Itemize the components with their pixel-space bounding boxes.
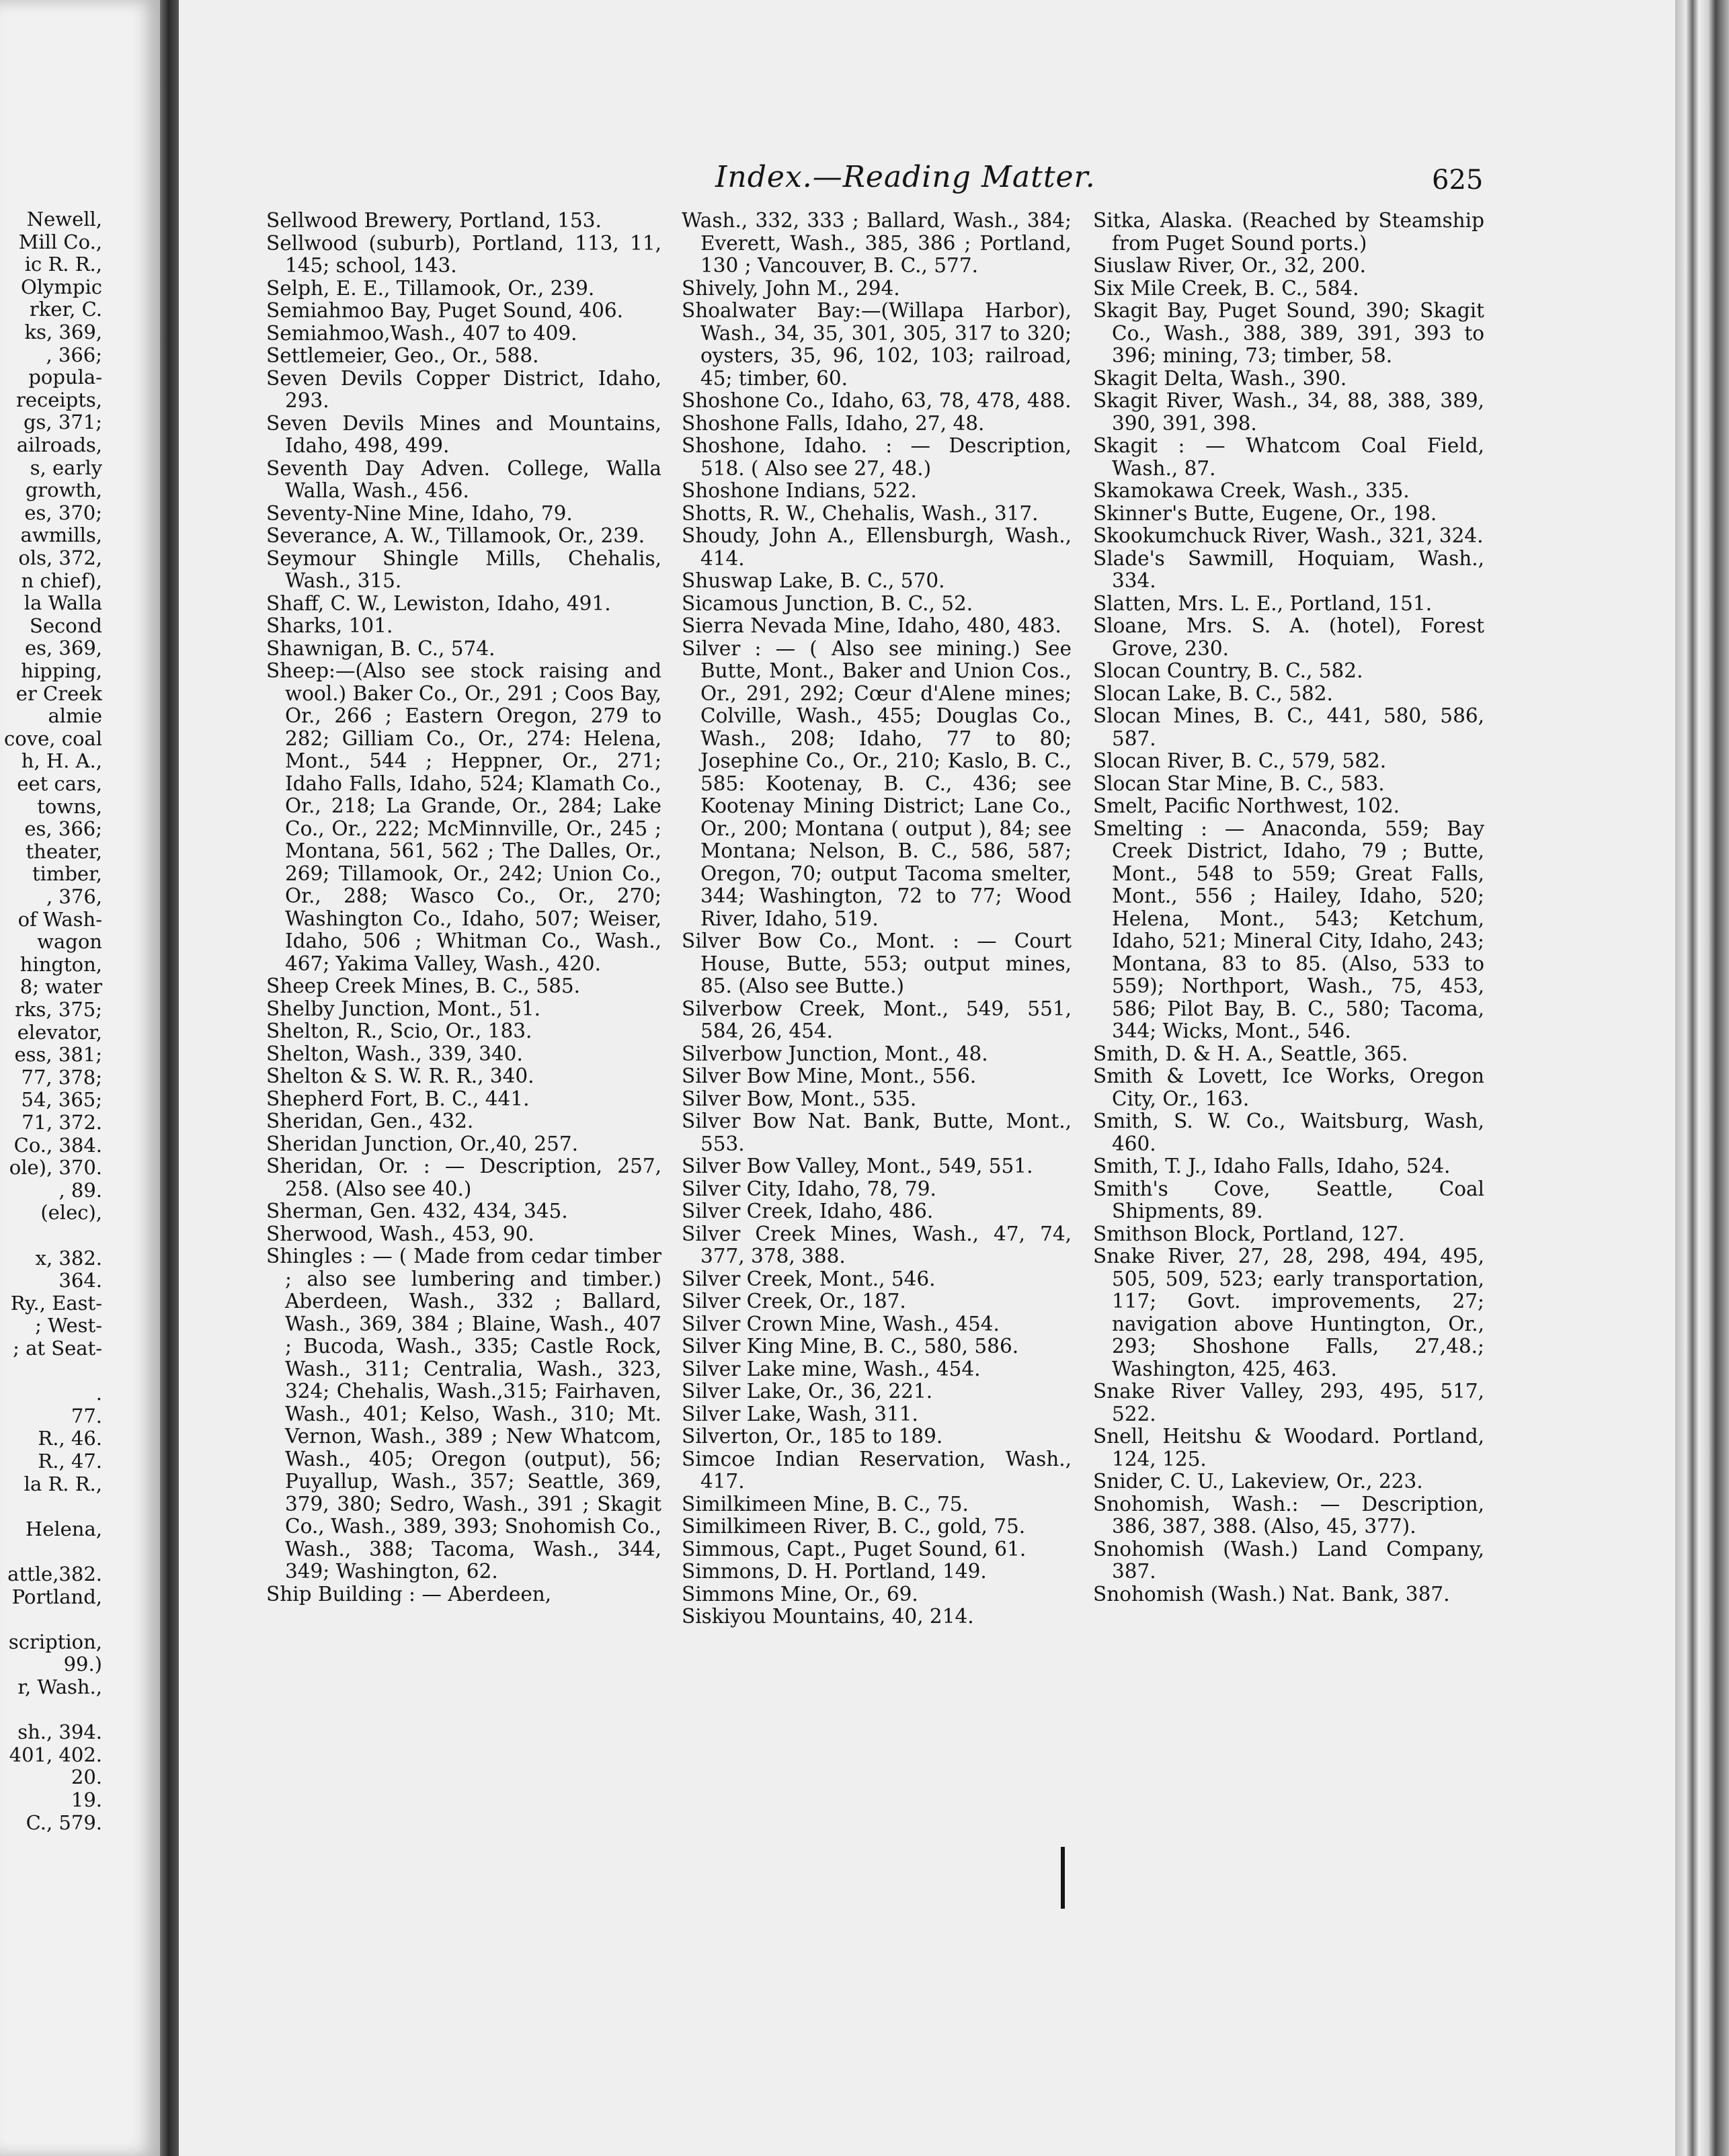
facing-page-line: receipts, — [15, 388, 102, 411]
index-entry: Ship Building : — Aberdeen, — [266, 1582, 552, 1606]
index-entry: Shively, John M., 294. — [682, 276, 900, 300]
facing-page-line: Portland, — [11, 1585, 102, 1608]
index-entry: Sherman, Gen. 432, 434, 345. — [266, 1200, 568, 1222]
index-entry: Sitka, Alaska. (Reached by Steamship from Puget Sound ports.) — [1093, 209, 1484, 255]
index-entry: Seventh Day Adven. College, Walla Walla, Wash., 456. — [266, 456, 661, 502]
column-rule-mark — [1061, 1847, 1065, 1909]
index-entry: Shoudy, John A., Ellensburgh, Wash., 414. — [682, 524, 1072, 570]
index-entry: Skagit : — Whatcom Coal Field, Wash., 87. — [1093, 434, 1484, 480]
index-entry: Shoshone Indians, 522. — [682, 479, 917, 502]
index-entry: Severance, A. W., Tillamook, Or., 239. — [266, 524, 645, 547]
index-entry: Shingles : — ( Made from cedar timber ; also see lumbering and timber.) Aberdeen, Wash., 332 ; Ballard, Wash., 369, 384 ; Blaine, Wash., 407 ; Bucoda, Wash., 335; Castle Rock, Wash., 311; Centralia, Wash., 323, 324; Chehalis, Wash.,315; Fairhaven, Wash., 401; Kelso, Wash., 310; Mt. Vernon, Wash., 389 ; New Whatcom, Wash., 405; Oregon (output), 56; Puyallup, Wash., 357; Seattle, 369, 379, 380; Sedro, Wash., 391 ; Skagit Co., Wash., 389, 393; Snohomish Co., Wash., 388; Tacoma, Wash., 344, 349; Washington, 62. — [266, 1245, 661, 1583]
index-entry: Slocan Star Mine, B. C., 583. — [1093, 772, 1385, 795]
facing-page-line: 19. — [71, 1788, 102, 1811]
index-entry: Snell, Heitshu & Woodard. Portland, 124, 125. — [1093, 1425, 1484, 1470]
facing-page-line: Mill Co., — [18, 230, 102, 253]
index-entry: Similkimeen Mine, B. C., 75. — [682, 1492, 969, 1516]
index-entry: Slocan Country, B. C., 582. — [1093, 659, 1363, 682]
index-entry: Sellwood Brewery, Portland, 153. — [266, 209, 602, 232]
facing-page-line: ; West- — [35, 1314, 102, 1337]
index-column-1 — [266, 210, 661, 1606]
index-entry: Shotts, R. W., Chehalis, Wash., 317. — [682, 501, 1039, 525]
facing-page-line: er Creek — [15, 681, 102, 705]
facing-page-line: elevator, — [17, 1020, 102, 1044]
facing-page-line: 54, 365; — [21, 1088, 102, 1112]
index-entry: Semiahmoo,Wash., 407 to 409. — [266, 321, 577, 345]
facing-page-fragment — [0, 0, 160, 2156]
index-entry: Skinner's Butte, Eugene, Or., 198. — [1093, 501, 1437, 525]
index-entry: Smith, S. W. Co., Waitsburg, Wash, 460. — [1093, 1110, 1484, 1155]
index-entry: Shelton & S. W. R. R., 340. — [266, 1065, 534, 1087]
index-entry: Shelton, Wash., 339, 340. — [266, 1042, 523, 1065]
facing-page-line: 99.) — [63, 1653, 102, 1676]
facing-page-line: es, 370; — [24, 501, 102, 524]
index-entry: Settlemeier, Geo., Or., 588. — [266, 344, 539, 367]
facing-page-line: 77. — [71, 1404, 102, 1427]
facing-page-line: 77, 378; — [21, 1065, 102, 1089]
facing-page-line: es, 366; — [24, 817, 102, 841]
facing-page-line: , 89. — [58, 1178, 102, 1202]
index-entry: Simmons Mine, Or., 69. — [682, 1582, 918, 1606]
index-entry: Seventy-Nine Mine, Idaho, 79. — [266, 501, 573, 525]
index-entry: Snake River Valley, 293, 495, 517, 522. — [1093, 1380, 1484, 1425]
index-entry: Seven Devils Copper District, Idaho, 293. — [266, 366, 661, 412]
index-entry: Silver Lake mine, Wash., 454. — [682, 1357, 981, 1380]
index-entry: Sierra Nevada Mine, Idaho, 480, 483. — [682, 614, 1061, 637]
index-entry: Silver Lake, Wash, 311. — [682, 1402, 918, 1425]
facing-page-line: 8; water — [19, 975, 102, 999]
running-header: Index.—Reading Matter. — [715, 160, 1096, 194]
index-entry: Silver Bow Nat. Bank, Butte, Mont., 553. — [682, 1110, 1072, 1155]
index-entry: Silver King Mine, B. C., 580, 586. — [682, 1335, 1019, 1358]
facing-page-line: ic R. R., — [24, 253, 102, 276]
index-entry: Shoalwater Bay:—(Willapa Harbor), Wash., 34, 35, 301, 305, 317 to 320; oysters, 35, 96, 102, 103; railroad, 45; timber, 60. — [682, 299, 1072, 390]
index-column-2 — [682, 210, 1072, 1628]
facing-page-line: 364. — [58, 1269, 102, 1292]
index-entry: Sicamous Junction, B. C., 52. — [682, 591, 973, 615]
facing-page-line: n chief), — [21, 569, 102, 592]
index-entry: Snohomish (Wash.) Land Company, 387. — [1093, 1537, 1484, 1583]
facing-page-line: wagon — [37, 930, 102, 954]
facing-page-line: rks, 375; — [15, 998, 102, 1021]
facing-page-line: almie — [48, 704, 102, 728]
index-entry: Simmous, Capt., Puget Sound, 61. — [682, 1537, 1027, 1561]
facing-page-line: attle,382. — [7, 1563, 102, 1585]
book-gutter — [160, 0, 179, 2156]
index-entry: Silver : — ( Also see mining.) See Butte, Mont., Baker and Union Cos., Or., 291, 292; Cœur d'Alene mines; Colville, Wash., 455; Douglas Co., Wash., 208; Idaho, 77 to 80; Josephine Co., Or., 210; Kaslo, B. C., 585: Kootenay, B. C., 436; see Kootenay Mining District; Lane Co., Or., 200; Montana ( output ), 84; see Montana; Nelson, B. C., 586, 587; Oregon, 70; output Tacoma smelter, 344; Washington, 72 to 77; Wood River, Idaho, 519. — [682, 636, 1072, 930]
index-entry: Sharks, 101. — [266, 614, 393, 637]
index-entry: Silver Bow Valley, Mont., 549, 551. — [682, 1155, 1033, 1177]
index-entry: Silver Crown Mine, Wash., 454. — [682, 1312, 1000, 1335]
facing-page-line: awmills, — [20, 524, 102, 547]
facing-page-line: rker, C. — [29, 298, 102, 321]
facing-page-line: ole), 370. — [9, 1156, 102, 1179]
facing-page-line: Ry., East- — [10, 1291, 102, 1315]
facing-page-line: s, early — [30, 456, 102, 479]
facing-page-line: hington, — [19, 952, 102, 976]
index-entry: Slatten, Mrs. L. E., Portland, 151. — [1093, 591, 1433, 615]
index-entry: Shelton, R., Scio, Or., 183. — [266, 1020, 532, 1042]
index-entry: Skagit Bay, Puget Sound, 390; Skagit Co., Wash., 388, 389, 391, 393 to 396; mining, 73; timber, 58. — [1093, 299, 1484, 367]
facing-page-line: towns, — [37, 794, 102, 818]
index-entry: Smith's Cove, Seattle, Coal Shipments, 89. — [1093, 1177, 1484, 1222]
index-entry: Smelt, Pacific Northwest, 102. — [1093, 794, 1400, 817]
facing-page-line: cove, coal — [4, 727, 102, 750]
facing-page-line: la R. R., — [24, 1472, 102, 1495]
index-entry: Snohomish, Wash.: — Description, 386, 387, 388. (Also, 45, 377). — [1093, 1492, 1484, 1538]
facing-page-line: eet cars, — [17, 772, 102, 795]
facing-page-line: ks, 369, — [24, 321, 102, 343]
index-entry: Silverton, Or., 185 to 189. — [682, 1425, 943, 1448]
index-entry: Slocan River, B. C., 579, 582. — [1093, 749, 1387, 772]
index-entry: Sellwood (suburb), Portland, 113, 11, 145; school, 143. — [266, 231, 661, 277]
facing-page-line: ess, 381; — [14, 1043, 102, 1067]
index-entry: Skookumchuck River, Wash., 321, 324. — [1093, 524, 1484, 547]
page-number: 625 — [1432, 165, 1484, 196]
index-entry: Smelting : — Anaconda, 559; Bay Creek District, Idaho, 79 ; Butte, Mont., 548 to 559; Great Falls, Mont., 556 ; Hailey, Idaho, 520; Helena, Mont., 543; Ketchum, Idaho, 521; Mineral City, Idaho, 243; Montana, 83 to 85. (Also, 533 to 559); Northport, Wash., 75, 453, 586; Pilot Bay, B. C., 580; Tacoma, 344; Wicks, Mont., 546. — [1093, 817, 1484, 1042]
index-entry: Shawnigan, B. C., 574. — [266, 636, 495, 660]
book-page-edges — [1675, 0, 1729, 2156]
index-entry: Skamokawa Creek, Wash., 335. — [1093, 479, 1410, 502]
index-entry: Semiahmoo Bay, Puget Sound, 406. — [266, 299, 624, 322]
index-entry: Sheridan, Gen., 432. — [266, 1110, 474, 1132]
facing-page-line: Olympic — [20, 275, 102, 298]
facing-page-line: C., 579. — [26, 1811, 102, 1834]
facing-page-line: Newell, — [26, 208, 102, 231]
facing-page-line: popula- — [28, 366, 102, 389]
index-entry: Silver City, Idaho, 78, 79. — [682, 1177, 936, 1200]
facing-page-line: Second — [30, 614, 102, 637]
facing-page-line: . — [95, 1382, 102, 1405]
index-entry: Silver Creek, Mont., 546. — [682, 1267, 936, 1290]
index-entry: Sloane, Mrs. S. A. (hotel), Forest Grove, 230. — [1093, 614, 1484, 660]
index-entry: Smith, D. & H. A., Seattle, 365. — [1093, 1042, 1408, 1065]
facing-page-line: of Wash- — [17, 907, 102, 931]
index-entry: Skagit Delta, Wash., 390. — [1093, 366, 1347, 390]
index-entry: Silverbow Creek, Mont., 549, 551, 584, 26, 454. — [682, 997, 1072, 1042]
index-entry: Silverbow Junction, Mont., 48. — [682, 1042, 988, 1065]
facing-page-line: ols, 372, — [18, 546, 102, 569]
facing-page-line: la Walla — [24, 591, 102, 615]
facing-page-line: x, 382. — [35, 1246, 102, 1270]
facing-page-line: h, H. A., — [21, 749, 102, 773]
facing-page-line: 401, 402. — [9, 1743, 102, 1766]
facing-page-line: timber, — [32, 862, 102, 886]
index-entry: Seven Devils Mines and Mountains, Idaho, 498, 499. — [266, 411, 661, 457]
index-entry: Smith & Lovett, Ice Works, Oregon City, Or., 163. — [1093, 1065, 1484, 1110]
facing-page-line: ; at Seat- — [13, 1337, 102, 1360]
index-entry: Selph, E. E., Tillamook, Or., 239. — [266, 276, 595, 300]
index-entry: Similkimeen River, B. C., gold, 75. — [682, 1515, 1026, 1538]
facing-page-line: hipping, — [21, 659, 102, 682]
index-entry: Skagit River, Wash., 34, 88, 388, 389, 390, 391, 398. — [1093, 389, 1484, 435]
index-entry: Wash., 332, 333 ; Ballard, Wash., 384; Everett, Wash., 385, 386 ; Portland, 130 ; Vancouver, B. C., 577. — [682, 209, 1072, 277]
index-entry: Shoshone Co., Idaho, 63, 78, 478, 488. — [682, 389, 1072, 412]
index-entry: Smith, T. J., Idaho Falls, Idaho, 524. — [1093, 1155, 1451, 1177]
index-entry: Shoshone Falls, Idaho, 27, 48. — [682, 411, 985, 435]
index-entry: Shelby Junction, Mont., 51. — [266, 997, 541, 1020]
facing-page-line: Co., 384. — [13, 1133, 102, 1157]
index-entry: Shaff, C. W., Lewiston, Idaho, 491. — [266, 591, 611, 615]
index-entry: Silver Bow, Mont., 535. — [682, 1087, 917, 1110]
facing-page-line: scription, — [8, 1630, 102, 1653]
facing-page-line: gs, 371; — [23, 411, 102, 434]
facing-page-line: Helena, — [25, 1517, 102, 1540]
index-entry: Simcoe Indian Reservation, Wash., 417. — [682, 1447, 1072, 1493]
index-entry: Simmons, D. H. Portland, 149. — [682, 1560, 987, 1583]
index-entry: Silver Bow Mine, Mont., 556. — [682, 1065, 977, 1087]
facing-page-line: 20. — [71, 1766, 102, 1789]
index-entry: Slade's Sawmill, Hoquiam, Wash., 334. — [1093, 546, 1484, 592]
index-entry: Six Mile Creek, B. C., 584. — [1093, 276, 1359, 300]
facing-page-line: growth, — [25, 479, 102, 502]
facing-page-line: theater, — [26, 839, 102, 863]
index-entry: Sheridan Junction, Or.,40, 257. — [266, 1132, 578, 1155]
index-entry: Silver Lake, Or., 36, 221. — [682, 1380, 933, 1403]
index-entry: Shuswap Lake, B. C., 570. — [682, 569, 945, 592]
facing-page-line: r, Wash., — [17, 1675, 102, 1698]
index-entry: Shepherd Fort, B. C., 441. — [266, 1087, 530, 1110]
facing-page-line: 71, 372. — [22, 1111, 102, 1134]
facing-page-line: (elec), — [40, 1201, 102, 1225]
index-entry: Silver Bow Co., Mont. : — Court House, Butte, 553; output mines, 85. (Also see Butte.) — [682, 929, 1072, 997]
index-entry: Silver Creek, Or., 187. — [682, 1290, 906, 1313]
index-entry: Siuslaw River, Or., 32, 200. — [1093, 254, 1366, 277]
index-entry: Seymour Shingle Mills, Chehalis, Wash., 315. — [266, 546, 661, 592]
facing-page-line: , 366; — [46, 343, 102, 366]
index-column-3 — [1093, 210, 1484, 1606]
index-entry: Snake River, 27, 28, 298, 494, 495, 505, 509, 523; early transportation, 117; Govt. improvements, 27; navigation above Huntington, Or., 293; Shoshone Falls, 27,48.; Washington, 425, 463. — [1093, 1245, 1484, 1380]
index-entry: Sheridan, Or. : — Description, 257, 258. (Also see 40.) — [266, 1155, 661, 1200]
facing-page-line: es, 369, — [24, 636, 102, 660]
index-entry: Snohomish (Wash.) Nat. Bank, 387. — [1093, 1582, 1450, 1606]
index-entry: Shoshone, Idaho. : — Description, 518. ( Also see 27, 48.) — [682, 434, 1072, 480]
facing-page-line: , 376, — [46, 885, 102, 908]
index-entry: Silver Creek, Idaho, 486. — [682, 1200, 934, 1222]
index-entry: Sheep Creek Mines, B. C., 585. — [266, 975, 580, 997]
index-entry: Smithson Block, Portland, 127. — [1093, 1222, 1405, 1245]
facing-page-line: sh., 394. — [17, 1720, 102, 1744]
index-entry: Slocan Lake, B. C., 582. — [1093, 681, 1333, 705]
index-entry: Slocan Mines, B. C., 441, 580, 586, 587. — [1093, 704, 1484, 750]
index-entry: Snider, C. U., Lakeview, Or., 223. — [1093, 1470, 1423, 1493]
facing-page-line: ailroads, — [16, 433, 102, 456]
index-entry: Sherwood, Wash., 453, 90. — [266, 1222, 534, 1245]
facing-page-line: R., 46. — [38, 1427, 102, 1450]
index-entry: Sheep:—(Also see stock raising and wool.) Baker Co., Or., 291 ; Coos Bay, Or., 266 ; Eastern Oregon, 279 to 282; Gilliam Co., Or., 274: Helena, Mont., 544 ; Heppner, Or., 271; Idaho Falls, Idaho, 524; Klamath Co., Or., 218; La Grande, Or., 284; Lake Co., Or., 222; McMinnville, Or., 245 ; Montana, 561, 562 ; The Dalles, Or., 269; Tillamook, Or., 242; Union Co., Or., 288; Wasco Co., Or., 270; Washington Co., Idaho, 507; Weiser, Idaho, 506 ; Whitman Co., Wash., 467; Yakima Valley, Wash., 420. — [266, 659, 661, 975]
facing-page-line: R., 47. — [38, 1450, 102, 1473]
index-entry: Siskiyou Mountains, 40, 214. — [682, 1605, 974, 1628]
index-entry: Silver Creek Mines, Wash., 47, 74, 377, 378, 388. — [682, 1222, 1072, 1268]
